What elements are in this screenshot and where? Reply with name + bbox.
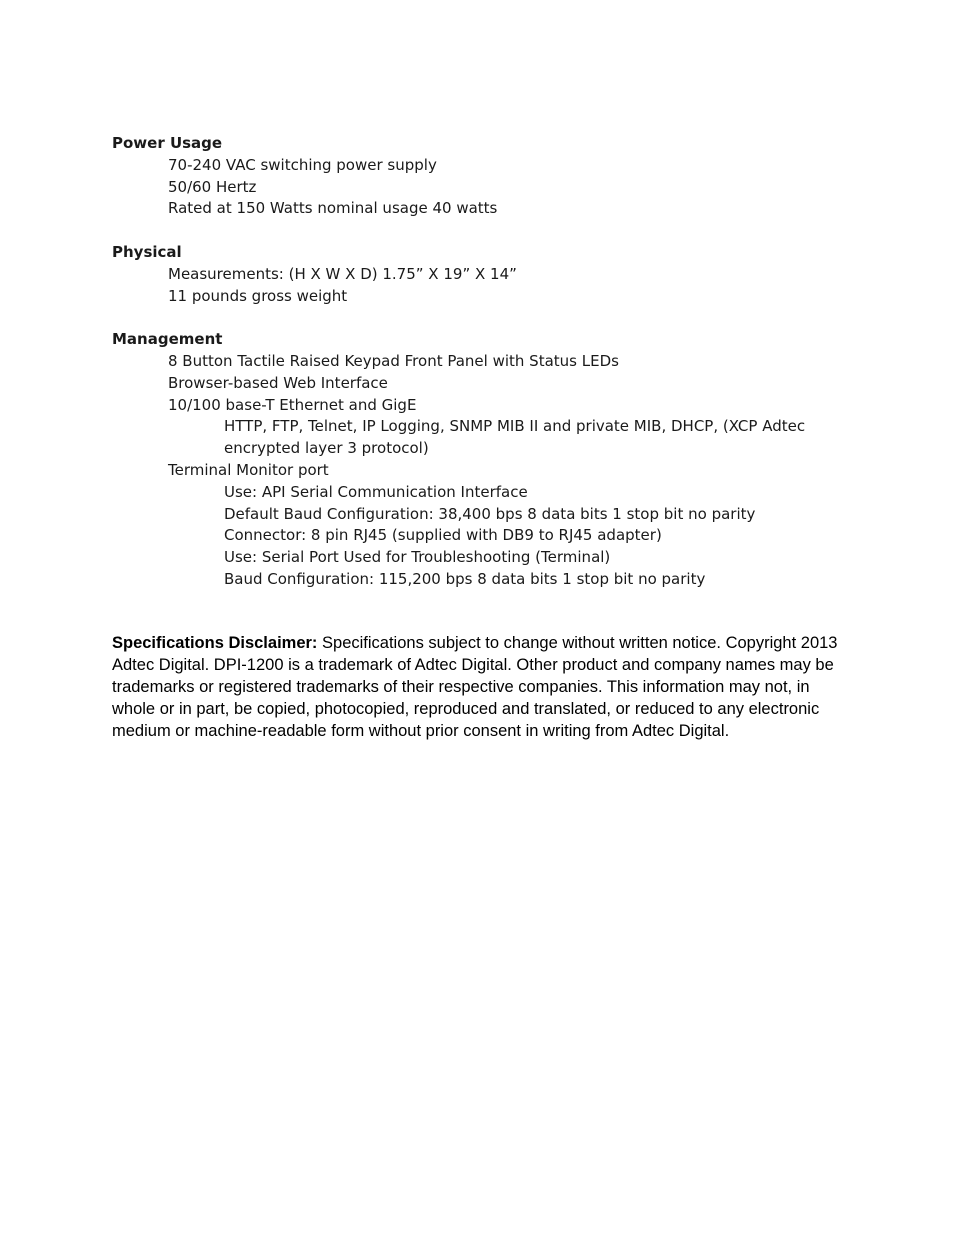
disclaimer-lead: Specifications Disclaimer:: [112, 634, 318, 652]
section-title: Physical: [112, 242, 182, 261]
spec-line: Default Baud Configuration: 38,400 bps 8 data bits 1 stop bit no parity: [224, 504, 756, 523]
spec-line: Use: Serial Port Used for Troubleshooting (Terminal): [224, 548, 611, 567]
spec-line: Use: API Serial Communication Interface: [224, 482, 528, 501]
spec-line: Rated at 150 Watts nominal usage 40 watts: [168, 199, 498, 218]
specifications-disclaimer: [112, 632, 838, 742]
spec-line: Baud Configuration: 115,200 bps 8 data bits 1 stop bit no parity: [224, 569, 706, 588]
section-title: Power Usage: [112, 134, 223, 152]
spec-line: 10/100 base-T Ethernet and GigE: [168, 395, 417, 414]
spec-line: HTTP, FTP, Telnet, IP Logging, SNMP MIB II and private MIB, DHCP, (XCP Adtec encrypted layer 3 protocol): [224, 417, 806, 458]
spec-line: 8 Button Tactile Raised Keypad Front Panel with Status LEDs: [168, 351, 619, 370]
spec-line: Terminal Monitor port: [168, 460, 329, 479]
spec-section: [112, 242, 852, 307]
spec-line: Connector: 8 pin RJ45 (supplied with DB9 to RJ45 adapter): [224, 526, 662, 545]
spec-line: Measurements: (H X W X D) 1.75” X 19” X 14”: [168, 264, 517, 283]
spec-line: 70-240 VAC switching power supply: [168, 155, 437, 174]
spec-section: [112, 133, 852, 220]
section-title: Management: [112, 330, 223, 349]
spec-section: [112, 329, 852, 591]
spec-line: Browser-based Web Interface: [168, 373, 388, 392]
spec-line: 11 pounds gross weight: [168, 286, 348, 305]
disclaimer-body: Specifications subject to change without written notice. Copyright 2013 Adtec Digital. DPI-1200 is a trademark of Adtec Digital. Other product and company names may be trademarks or registered trademarks of their respective companies. This information may not, in whole or in part, be copied, photocopied, reproduced and translated, or reduced to any electronic medium or machine-readable form without prior consent in writing from Adtec Digital.: [112, 634, 838, 740]
spec-line: 50/60 Hertz: [168, 177, 257, 196]
specifications-list: [112, 133, 852, 613]
